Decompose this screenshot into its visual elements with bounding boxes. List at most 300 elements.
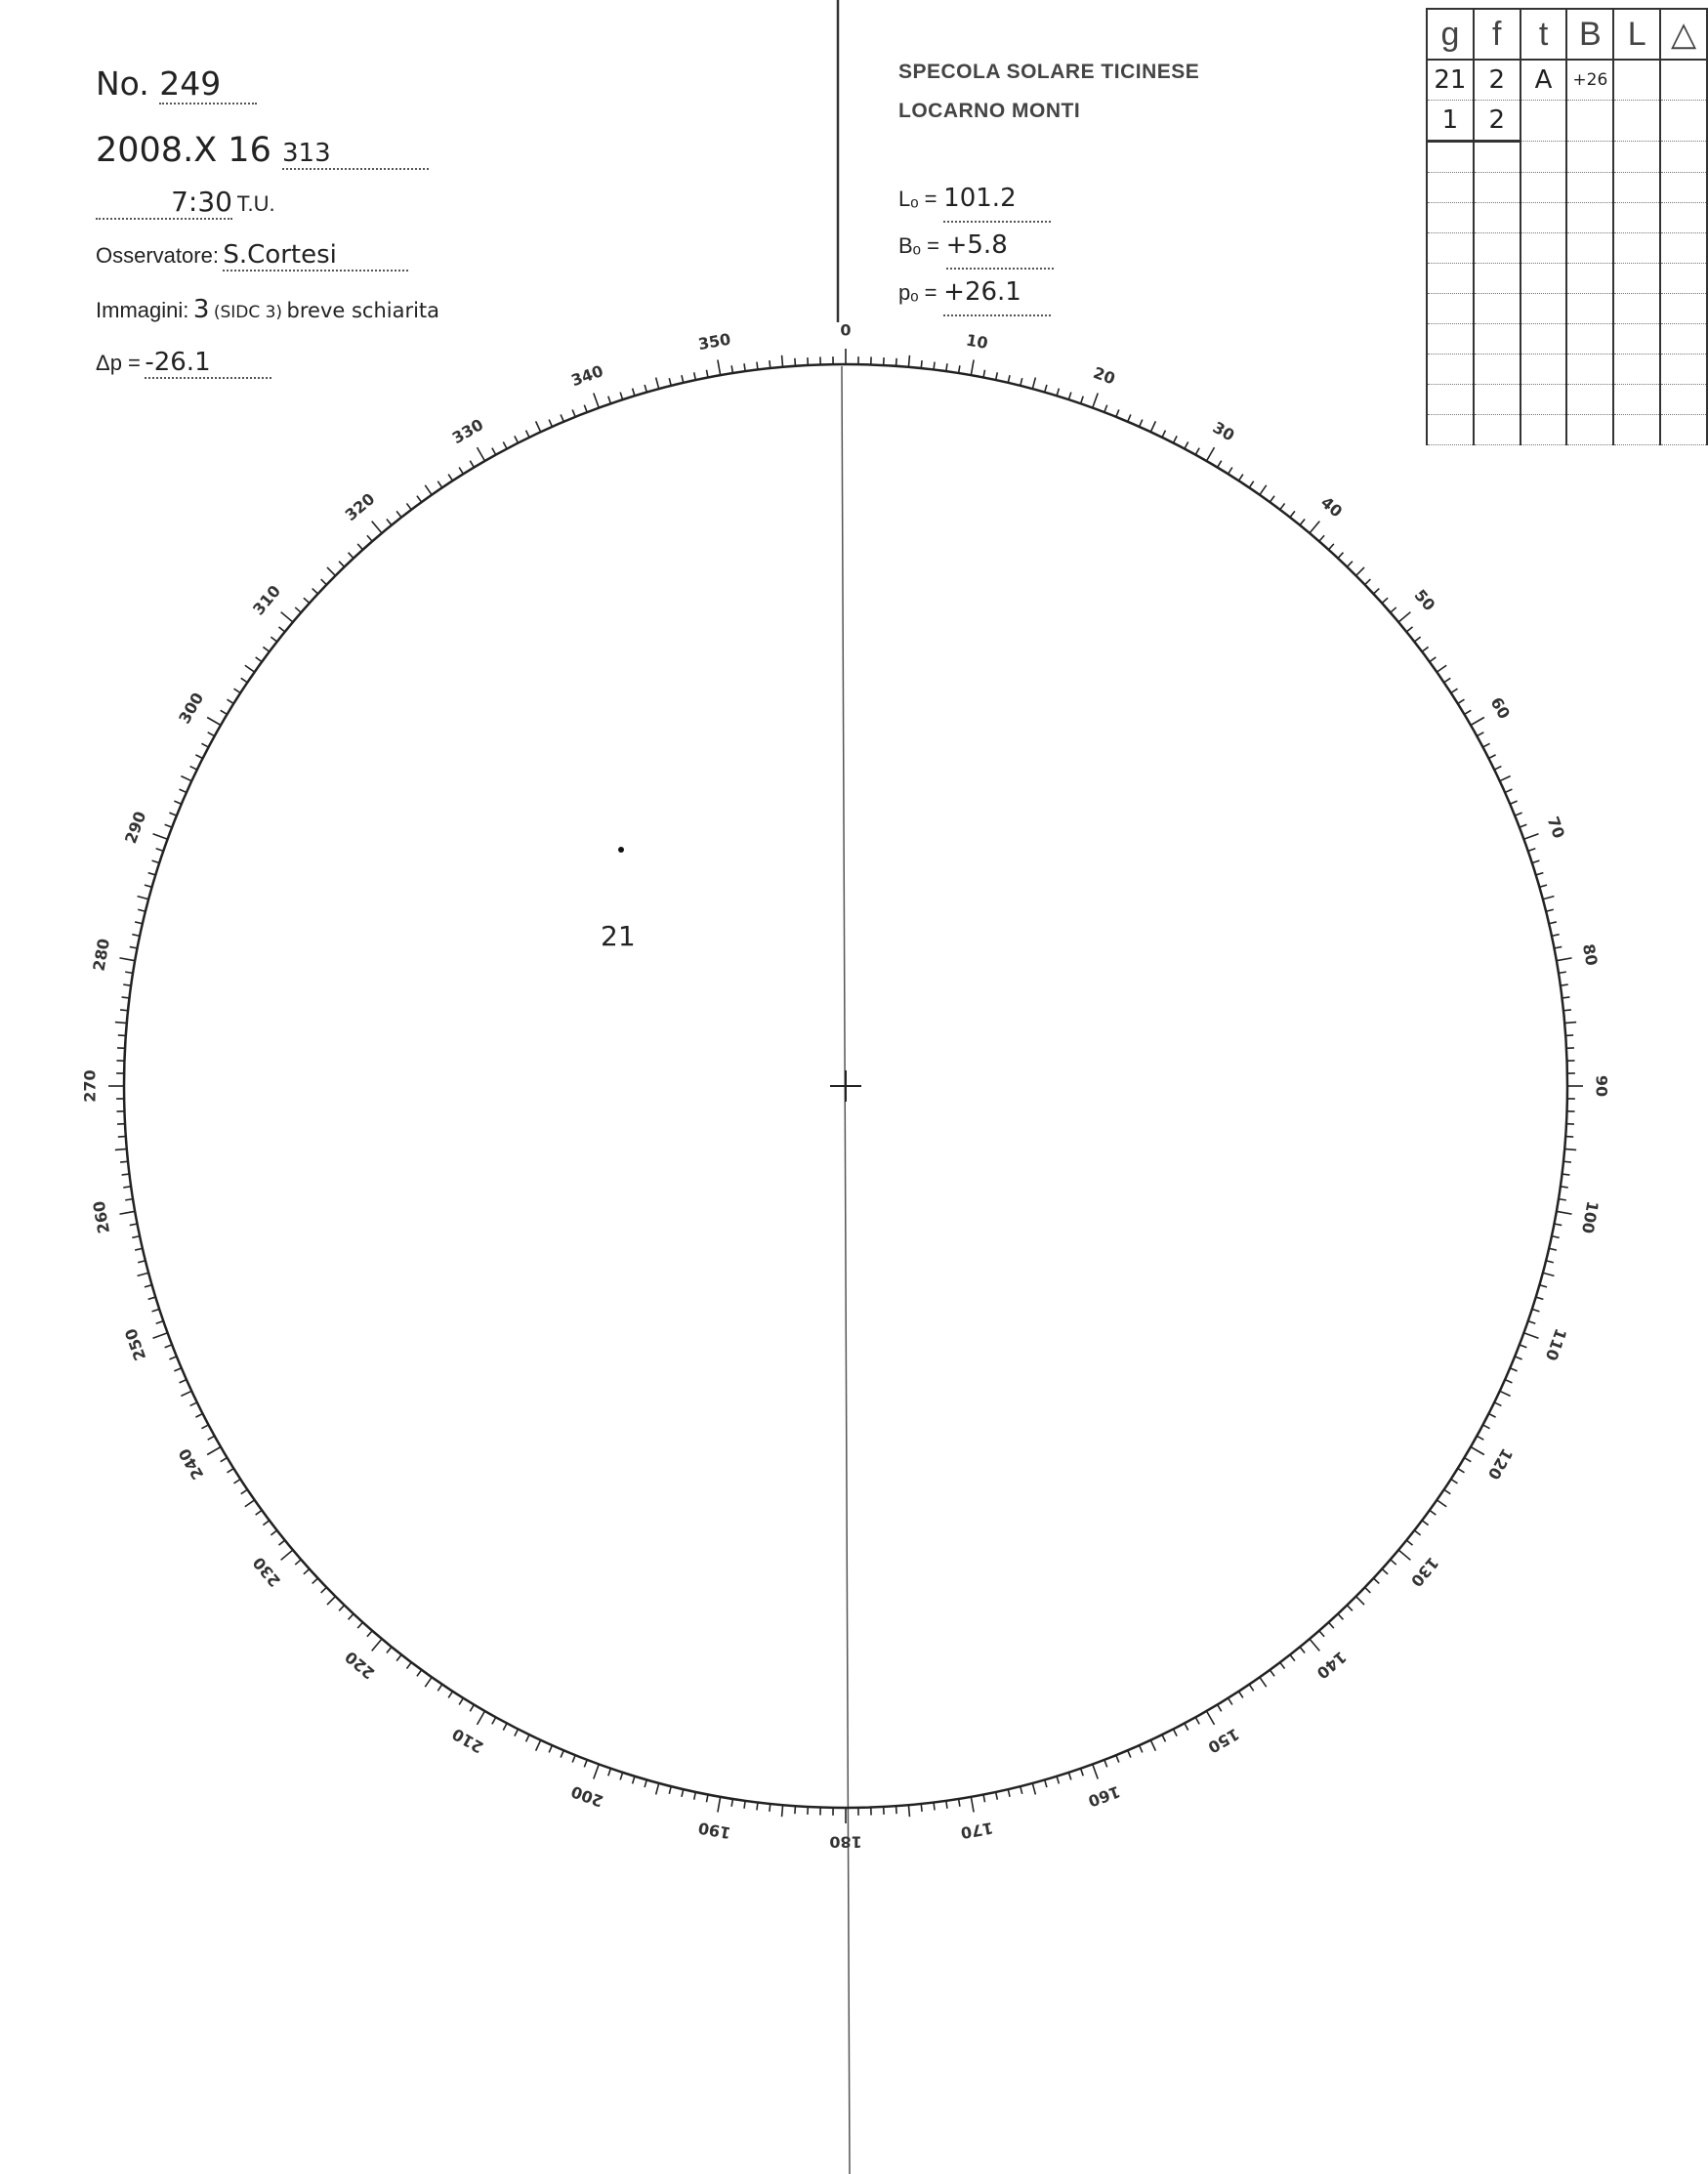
degree-tick bbox=[1116, 409, 1119, 416]
degree-tick bbox=[174, 801, 181, 804]
degree-tick bbox=[1488, 755, 1495, 759]
degree-tick bbox=[1559, 972, 1566, 973]
degree-tick bbox=[1444, 1489, 1451, 1493]
degree-tick bbox=[1229, 468, 1232, 475]
degree-tick bbox=[1505, 1380, 1512, 1383]
table-cell: 1 bbox=[1427, 101, 1474, 142]
degree-tick bbox=[1391, 1560, 1396, 1565]
degree-tick bbox=[908, 355, 909, 367]
degree-tick bbox=[971, 1797, 974, 1813]
degree-tick bbox=[156, 849, 164, 852]
degree-tick bbox=[1546, 1261, 1554, 1263]
degree-tick bbox=[1249, 481, 1253, 488]
degree-label: 260 bbox=[89, 1199, 114, 1235]
degree-tick bbox=[946, 1801, 947, 1809]
table-cell bbox=[1521, 385, 1567, 415]
degree-tick bbox=[1045, 1779, 1047, 1787]
degree-tick bbox=[123, 1187, 131, 1188]
degree-tick bbox=[959, 365, 960, 373]
table-cell: 2 bbox=[1474, 101, 1521, 142]
degree-tick bbox=[515, 1729, 519, 1735]
degree-tick bbox=[1520, 824, 1526, 827]
table-cell bbox=[1566, 355, 1613, 385]
degree-tick bbox=[584, 1760, 587, 1767]
degree-tick bbox=[1249, 1685, 1253, 1692]
degree-tick bbox=[645, 385, 646, 393]
degree-tick bbox=[996, 1792, 998, 1800]
degree-tick bbox=[549, 420, 552, 427]
degree-tick bbox=[241, 1489, 248, 1493]
degree-tick bbox=[669, 378, 671, 386]
degree-tick bbox=[959, 1799, 960, 1807]
degree-tick bbox=[1140, 1745, 1143, 1752]
degree-tick bbox=[145, 1285, 152, 1287]
table-row bbox=[1427, 294, 1707, 324]
degree-tick bbox=[503, 1723, 507, 1730]
degree-tick bbox=[896, 358, 897, 366]
degree-tick bbox=[757, 1802, 758, 1810]
degree-tick bbox=[190, 1402, 197, 1406]
number-label: No. bbox=[96, 64, 149, 103]
degree-tick bbox=[549, 1745, 552, 1752]
degree-tick bbox=[1414, 1530, 1420, 1535]
degree-tick bbox=[448, 475, 452, 481]
degree-tick bbox=[271, 1530, 276, 1535]
p0-value: +26.1 bbox=[943, 270, 1051, 316]
institution-line-2: LOCARNO MONTI bbox=[898, 100, 1081, 122]
degree-tick bbox=[1338, 553, 1343, 559]
degree-tick bbox=[125, 1199, 133, 1200]
degree-tick bbox=[1422, 647, 1428, 651]
degree-tick bbox=[731, 1799, 732, 1807]
degree-tick bbox=[312, 589, 318, 594]
degree-tick bbox=[156, 1321, 164, 1324]
degree-tick bbox=[1391, 607, 1396, 612]
table-cell bbox=[1474, 385, 1521, 415]
table-cell bbox=[1474, 203, 1521, 233]
degree-label: 210 bbox=[448, 1724, 487, 1757]
table-cell bbox=[1521, 233, 1567, 264]
group-table bbox=[1426, 8, 1708, 445]
time-value: 7:30 bbox=[96, 186, 232, 220]
table-cell bbox=[1613, 101, 1660, 142]
degree-tick bbox=[1515, 813, 1521, 815]
degree-tick bbox=[1382, 598, 1388, 603]
col-header-delta: △ bbox=[1660, 9, 1707, 60]
degree-tick bbox=[1195, 448, 1199, 455]
degree-tick bbox=[281, 1550, 293, 1560]
degree-tick bbox=[387, 519, 392, 524]
degree-tick bbox=[459, 468, 463, 475]
col-header-b: B bbox=[1566, 9, 1613, 60]
degree-tick bbox=[271, 637, 276, 642]
degree-tick bbox=[1162, 1735, 1166, 1741]
table-cell: 21 bbox=[1427, 60, 1474, 101]
degree-tick bbox=[1008, 375, 1010, 383]
degree-tick bbox=[1365, 1587, 1371, 1593]
degree-tick bbox=[1488, 1413, 1495, 1417]
degree-tick bbox=[256, 1510, 262, 1515]
degree-tick bbox=[256, 657, 262, 662]
degree-tick bbox=[1398, 612, 1410, 622]
degree-label: 290 bbox=[121, 809, 150, 847]
degree-tick bbox=[130, 1224, 138, 1226]
degree-tick bbox=[1563, 1161, 1571, 1162]
table-cell bbox=[1660, 101, 1707, 142]
table-cell bbox=[1660, 264, 1707, 294]
degree-tick bbox=[1093, 394, 1098, 408]
degree-tick bbox=[682, 375, 684, 383]
observer-label: Osservatore: bbox=[96, 243, 219, 268]
degree-tick bbox=[1185, 441, 1188, 448]
degree-tick bbox=[561, 414, 563, 421]
degree-tick bbox=[1116, 1755, 1119, 1762]
table-cell bbox=[1660, 324, 1707, 355]
degree-tick bbox=[1528, 849, 1536, 852]
degree-tick bbox=[1021, 1786, 1022, 1794]
table-cell bbox=[1521, 415, 1567, 445]
degree-tick bbox=[492, 448, 496, 455]
degree-tick bbox=[1365, 579, 1371, 585]
col-header-l: L bbox=[1613, 9, 1660, 60]
degree-tick bbox=[706, 370, 708, 378]
degree-label: 320 bbox=[341, 489, 379, 525]
degree-tick bbox=[1207, 447, 1215, 461]
table-cell bbox=[1613, 385, 1660, 415]
degree-tick bbox=[669, 1786, 671, 1794]
degree-tick bbox=[1045, 385, 1047, 393]
degree-tick bbox=[372, 1639, 382, 1651]
table-cell bbox=[1427, 355, 1474, 385]
degree-tick bbox=[1557, 958, 1572, 961]
degree-tick bbox=[572, 409, 575, 416]
degree-tick bbox=[1057, 389, 1059, 397]
table-row bbox=[1427, 203, 1707, 233]
degree-tick bbox=[1471, 1447, 1484, 1455]
degree-tick bbox=[718, 1797, 721, 1813]
table-cell bbox=[1474, 173, 1521, 203]
degree-tick bbox=[795, 1806, 796, 1814]
degree-tick bbox=[130, 946, 138, 948]
degree-tick bbox=[1373, 589, 1379, 594]
degree-tick bbox=[795, 358, 796, 366]
degree-tick bbox=[718, 359, 721, 375]
degree-label: 140 bbox=[1312, 1647, 1351, 1683]
degree-tick bbox=[1238, 475, 1242, 481]
degree-tick bbox=[1559, 1199, 1566, 1200]
degree-tick bbox=[694, 372, 696, 380]
degree-tick bbox=[1536, 1297, 1544, 1299]
degree-label: 220 bbox=[341, 1647, 379, 1683]
table-header-row bbox=[1427, 9, 1707, 60]
degree-label: 110 bbox=[1541, 1325, 1570, 1363]
degree-label: 240 bbox=[175, 1444, 208, 1484]
degree-tick bbox=[1260, 485, 1267, 495]
degree-tick bbox=[633, 1777, 635, 1784]
degree-tick bbox=[782, 1805, 783, 1817]
degree-tick bbox=[123, 984, 131, 985]
degree-tick bbox=[1032, 378, 1035, 390]
table-cell bbox=[1566, 233, 1613, 264]
images-note: (SIDC 3) bbox=[213, 303, 283, 322]
table-cell bbox=[1427, 173, 1474, 203]
table-cell bbox=[1613, 324, 1660, 355]
degree-tick bbox=[1494, 767, 1501, 771]
b0-value: +5.8 bbox=[946, 223, 1054, 270]
degree-tick bbox=[165, 1345, 172, 1348]
degree-tick bbox=[357, 1622, 362, 1628]
degree-tick bbox=[1260, 1677, 1267, 1687]
degree-tick bbox=[983, 370, 985, 378]
observer-name: S.Cortesi bbox=[223, 240, 408, 272]
degree-tick bbox=[245, 665, 255, 672]
degree-tick bbox=[327, 567, 335, 575]
degree-tick bbox=[1444, 678, 1451, 682]
degree-label: 280 bbox=[89, 937, 114, 973]
degree-tick bbox=[115, 1149, 127, 1150]
table-cell bbox=[1521, 355, 1567, 385]
degree-tick bbox=[770, 360, 771, 368]
degree-tick bbox=[152, 860, 160, 862]
degree-tick bbox=[1536, 873, 1544, 875]
degree-tick bbox=[1150, 421, 1155, 432]
degree-label: 170 bbox=[959, 1818, 995, 1843]
degree-tick bbox=[1068, 393, 1070, 400]
table-cell bbox=[1566, 264, 1613, 294]
degree-tick bbox=[996, 372, 998, 380]
degree-tick bbox=[165, 824, 172, 827]
degree-tick bbox=[478, 447, 485, 461]
p0-label: pₒ = bbox=[898, 280, 937, 305]
degree-tick bbox=[1552, 935, 1560, 937]
degree-label: 40 bbox=[1316, 492, 1347, 522]
degree-tick bbox=[782, 355, 783, 367]
table-cell: 2 bbox=[1474, 60, 1521, 101]
degree-tick bbox=[1347, 562, 1353, 567]
degree-tick bbox=[417, 496, 422, 502]
table-cell bbox=[1660, 294, 1707, 324]
degree-label: 90 bbox=[1592, 1074, 1611, 1098]
degree-label: 30 bbox=[1209, 417, 1238, 445]
degree-tick bbox=[1564, 1023, 1576, 1024]
degree-tick bbox=[1229, 1698, 1232, 1705]
degree-tick bbox=[437, 1685, 441, 1692]
degree-tick bbox=[174, 1368, 181, 1371]
degree-tick bbox=[934, 362, 935, 370]
sunspot-dot bbox=[618, 847, 624, 853]
table-cell bbox=[1613, 264, 1660, 294]
b0-label: Bₒ = bbox=[898, 233, 939, 258]
table-row bbox=[1427, 173, 1707, 203]
degree-tick bbox=[1398, 1550, 1410, 1560]
degree-tick bbox=[492, 1717, 496, 1724]
degree-tick bbox=[153, 834, 168, 839]
degree-tick bbox=[406, 503, 411, 509]
degree-tick bbox=[295, 607, 301, 612]
table-cell bbox=[1660, 415, 1707, 445]
table-cell bbox=[1521, 203, 1567, 233]
degree-tick bbox=[221, 710, 228, 714]
table-row bbox=[1427, 264, 1707, 294]
degree-tick bbox=[281, 612, 293, 622]
degree-tick bbox=[620, 393, 622, 400]
degree-label: 330 bbox=[448, 415, 487, 448]
degree-label: 80 bbox=[1578, 941, 1602, 968]
degree-tick bbox=[1539, 885, 1547, 887]
degree-tick bbox=[1238, 1692, 1242, 1698]
table-cell: A bbox=[1521, 60, 1567, 101]
degree-tick bbox=[744, 363, 745, 371]
degree-tick bbox=[645, 1779, 646, 1787]
degree-tick bbox=[367, 535, 372, 541]
table-cell bbox=[1521, 264, 1567, 294]
degree-tick bbox=[241, 678, 248, 682]
degree-tick bbox=[135, 1248, 143, 1250]
table-cell bbox=[1474, 233, 1521, 264]
table-cell bbox=[1566, 173, 1613, 203]
institution-line-1: SPECOLA SOLARE TICINESE bbox=[898, 61, 1200, 83]
degree-tick bbox=[349, 553, 354, 559]
degree-tick bbox=[1528, 1321, 1536, 1324]
degree-tick bbox=[1523, 1333, 1538, 1338]
degree-tick bbox=[1430, 657, 1436, 662]
table-cell bbox=[1613, 294, 1660, 324]
degree-label: 340 bbox=[568, 361, 606, 391]
degree-tick bbox=[1081, 1769, 1084, 1777]
degree-tick bbox=[594, 1764, 599, 1778]
degree-tick bbox=[152, 1309, 160, 1311]
table-cell bbox=[1613, 203, 1660, 233]
table-cell bbox=[1427, 142, 1474, 173]
degree-tick bbox=[1549, 922, 1557, 924]
degree-tick bbox=[120, 1010, 128, 1011]
degree-tick bbox=[1562, 997, 1569, 998]
degree-tick bbox=[1068, 1773, 1070, 1780]
table-cell bbox=[1613, 60, 1660, 101]
degree-tick bbox=[515, 436, 519, 442]
degree-tick bbox=[357, 544, 362, 550]
images-value: 3 bbox=[192, 295, 210, 324]
degree-tick bbox=[208, 1436, 215, 1440]
table-row bbox=[1427, 355, 1707, 385]
degree-tick bbox=[263, 647, 269, 651]
time-unit: T.U. bbox=[236, 191, 275, 216]
degree-tick bbox=[327, 1597, 335, 1605]
degree-tick bbox=[234, 689, 241, 692]
table-row bbox=[1427, 385, 1707, 415]
degree-tick bbox=[425, 1677, 432, 1687]
degree-tick bbox=[633, 389, 635, 397]
degree-label: 300 bbox=[175, 689, 208, 728]
degree-tick bbox=[135, 922, 143, 924]
degree-tick bbox=[1482, 1425, 1489, 1429]
degree-tick bbox=[1546, 909, 1554, 911]
degree-tick bbox=[1482, 743, 1489, 747]
degree-tick bbox=[245, 1500, 255, 1507]
degree-label: 130 bbox=[1406, 1553, 1442, 1591]
degree-tick bbox=[312, 1578, 318, 1583]
table-row bbox=[1427, 60, 1707, 101]
degree-tick bbox=[120, 1161, 128, 1162]
degree-tick bbox=[1104, 405, 1107, 412]
table-cell bbox=[1521, 324, 1567, 355]
degree-tick bbox=[536, 421, 541, 432]
degree-tick bbox=[1347, 1606, 1353, 1611]
degree-tick bbox=[908, 1805, 909, 1817]
degree-tick bbox=[1543, 897, 1555, 899]
degree-tick bbox=[731, 365, 732, 373]
degree-tick bbox=[122, 997, 130, 998]
degree-tick bbox=[1532, 1309, 1540, 1311]
degree-tick bbox=[921, 360, 922, 368]
group-label: 21 bbox=[601, 920, 636, 952]
degree-tick bbox=[470, 461, 474, 468]
table-cell bbox=[1521, 294, 1567, 324]
degree-tick bbox=[1300, 1647, 1305, 1652]
degree-tick bbox=[1564, 1149, 1576, 1150]
degree-tick bbox=[1561, 984, 1568, 985]
degree-tick bbox=[1173, 436, 1177, 442]
degree-tick bbox=[1406, 627, 1412, 632]
col-header-g: g bbox=[1427, 9, 1474, 60]
degree-label: 190 bbox=[696, 1818, 732, 1843]
degree-tick bbox=[304, 598, 310, 603]
degree-tick bbox=[396, 1654, 401, 1660]
degree-tick bbox=[1437, 1500, 1446, 1507]
table-cell bbox=[1474, 142, 1521, 173]
degree-tick bbox=[656, 1783, 659, 1795]
table-cell bbox=[1660, 385, 1707, 415]
table-cell bbox=[1427, 294, 1474, 324]
degree-tick bbox=[1451, 1479, 1458, 1483]
degree-tick bbox=[561, 1750, 563, 1757]
degree-label: 10 bbox=[964, 330, 990, 354]
degree-tick bbox=[1464, 1458, 1471, 1462]
degree-tick bbox=[321, 1587, 327, 1593]
degree-tick bbox=[1218, 1704, 1222, 1711]
degree-tick bbox=[1557, 1211, 1572, 1214]
l0-label: Lₒ = bbox=[898, 187, 937, 211]
table-cell bbox=[1660, 142, 1707, 173]
degree-tick bbox=[1270, 496, 1274, 502]
degree-tick bbox=[1565, 1137, 1573, 1138]
degree-tick bbox=[1310, 1639, 1319, 1651]
table-cell bbox=[1613, 355, 1660, 385]
degree-tick bbox=[221, 1458, 228, 1462]
degree-tick bbox=[1195, 1717, 1199, 1724]
degree-tick bbox=[526, 1735, 530, 1741]
degree-tick bbox=[145, 885, 152, 887]
degree-tick bbox=[1310, 522, 1319, 533]
degree-tick bbox=[1532, 860, 1540, 862]
table-cell bbox=[1566, 142, 1613, 173]
degree-tick bbox=[1554, 1224, 1562, 1226]
degree-tick bbox=[169, 1357, 176, 1359]
degree-tick bbox=[118, 1035, 126, 1036]
degree-tick bbox=[201, 1425, 208, 1429]
degree-tick bbox=[1458, 699, 1465, 703]
degree-tick bbox=[207, 1447, 221, 1455]
degree-tick bbox=[339, 1606, 345, 1611]
degree-tick bbox=[757, 362, 758, 370]
degree-tick bbox=[1406, 1540, 1412, 1545]
degree-label: 150 bbox=[1204, 1724, 1243, 1757]
degree-tick bbox=[584, 405, 587, 412]
degree-label: 100 bbox=[1577, 1199, 1603, 1235]
degree-tick bbox=[1032, 1783, 1035, 1795]
degree-tick bbox=[1173, 1729, 1177, 1735]
degree-tick bbox=[1561, 1187, 1568, 1188]
